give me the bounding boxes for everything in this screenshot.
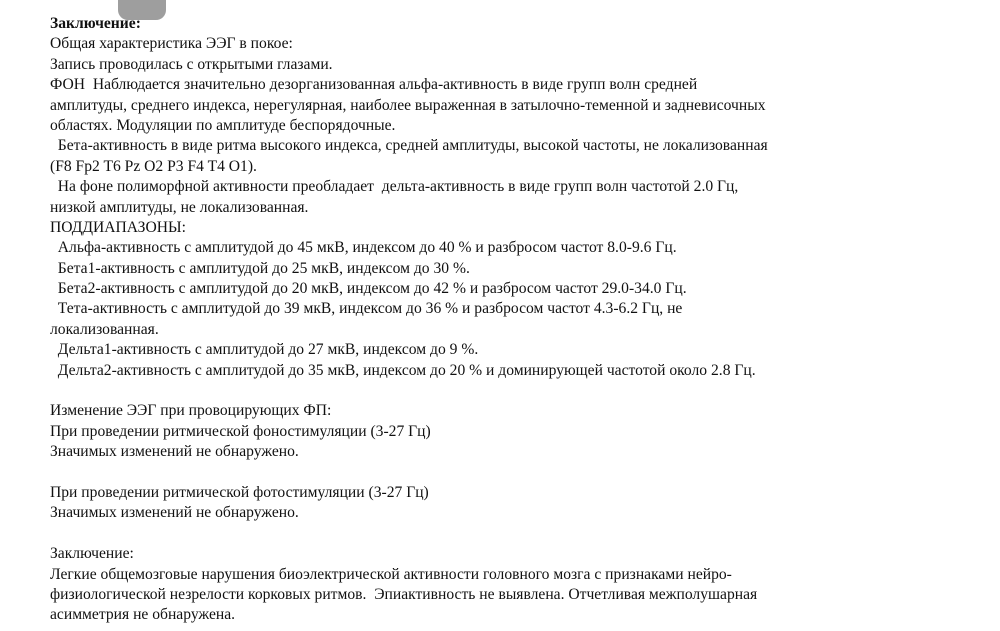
spacer <box>50 463 980 483</box>
beta-line: Бета-активность в виде ритма высокого индекса, средней амплитуды, высокой частоты, не локализованная <box>50 137 768 155</box>
subband-line: Тета-активность с амплитудой до 39 мкВ, индексом до 36 % и разбросом частот 4.3-6.2 Гц, не <box>50 300 683 318</box>
delta-line: На фоне полиморфной активности преобладает дельта-активность в виде групп волн частотой 2.0 Гц, <box>50 178 739 196</box>
subband-line: Альфа-активность с амплитудой до 45 мкВ, индексом до 40 % и разбросом частот 8.0-9.6 Гц. <box>50 239 677 257</box>
conclusion-title: Заключение: <box>50 545 134 563</box>
background-line: амплитуды, среднего индекса, нерегулярная, наиболее выраженная в затылочно-теменной и задневисочных <box>50 96 766 114</box>
conclusion-line: Легкие общемозговые нарушения биоэлектрической активности головного мозга с признаками нейро- <box>50 565 732 583</box>
phono-stimulation: При проведении ритмической фоностимуляции (3-27 Гц) <box>50 422 431 440</box>
provocation-title: Изменение ЭЭГ при провоцирующих ФП: <box>50 402 332 420</box>
photo-result: Значимых изменений не обнаружено. <box>50 504 299 522</box>
subband-line: Дельта2-активность с амплитудой до 35 мкВ, индексом до 20 % и доминирующей частотой около 2.8 Гц. <box>50 361 756 379</box>
beta-line: (F8 Fp2 T6 Pz O2 P3 F4 T4 O1). <box>50 157 257 175</box>
eeg-report <box>50 14 980 626</box>
photo-stimulation: При проведении ритмической фотостимуляции (3-27 Гц) <box>50 483 429 501</box>
background-line: областях. Модуляции по амплитуде беспорядочные. <box>50 116 396 134</box>
subband-line: Бета1-активность с амплитудой до 25 мкВ, индексом до 30 %. <box>50 259 470 277</box>
background-line: ФОН Наблюдается значительно дезорганизованная альфа-активность в виде групп волн средней <box>50 76 698 94</box>
subband-line: Бета2-активность с амплитудой до 20 мкВ, индексом до 42 % и разбросом частот 29.0-34.0 Гц. <box>50 280 687 298</box>
subband-line: локализованная. <box>50 320 159 338</box>
conclusion-line: асимметрия не обнаружена. <box>50 606 236 624</box>
spacer <box>50 381 980 401</box>
conclusion-line: физиологической незрелости корковых ритмов. Эпиактивность не выявлена. Отчетливая межполушарная <box>50 585 758 603</box>
subbands-title: ПОДДИАПАЗОНЫ: <box>50 218 186 236</box>
report-heading: Заключение: <box>50 15 141 32</box>
subband-line: Дельта1-активность с амплитудой до 27 мкВ, индексом до 9 %. <box>50 341 479 359</box>
delta-line: низкой амплитуды, не локализованная. <box>50 198 309 216</box>
phono-result: Значимых изменений не обнаружено. <box>50 443 299 461</box>
recording-note: Запись проводилась с открытыми глазами. <box>50 55 333 73</box>
rest-section-title: Общая характеристика ЭЭГ в покое: <box>50 35 293 53</box>
spacer <box>50 524 980 544</box>
